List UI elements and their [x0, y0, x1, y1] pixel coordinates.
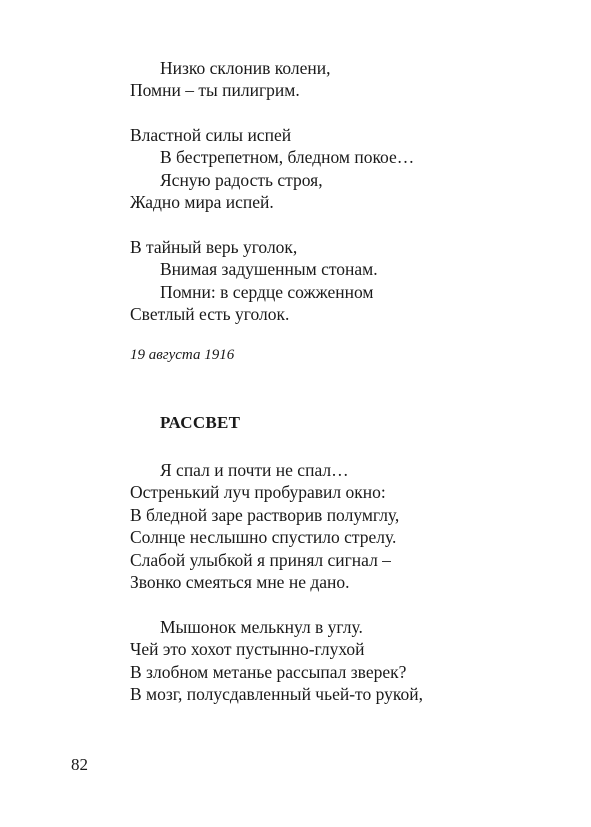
verse-line: Остренький луч пробуравил окно:	[130, 482, 386, 502]
verse-line: Слабой улыбкой я принял сигнал –	[130, 550, 391, 570]
page-number: 82	[71, 755, 88, 774]
verse-line: Низко склонив колени,	[160, 58, 331, 78]
verse-line: В мозг, полусдавленный чьей-то рукой,	[130, 684, 423, 704]
verse-line: В злобном метанье рассыпал зверек?	[130, 662, 407, 682]
verse-line: Внимая задушенным стонам.	[160, 259, 378, 279]
poem-date: 19 августа 1916	[130, 347, 235, 363]
verse-line: Мышонок мелькнул в углу.	[160, 617, 363, 637]
verse-line: Властной силы испей	[130, 125, 292, 145]
verse-line: Помни: в сердце сожженном	[160, 282, 374, 302]
verse-line: Я спал и почти не спал…	[160, 460, 349, 480]
poem-title: РАССВЕТ	[160, 413, 241, 432]
verse-line: Жадно мира испей.	[130, 192, 274, 212]
verse-line: В бледной заре растворив полумглу,	[130, 505, 400, 525]
verse-line: Помни – ты пилигрим.	[130, 80, 300, 100]
verse-line: В бестрепетном, бледном покое…	[160, 147, 415, 167]
verse-line: Чей это хохот пустынно-глухой	[130, 639, 365, 659]
verse-line: Солнце неслышно спустило стрелу.	[130, 527, 397, 547]
verse-line: Ясную радость строя,	[160, 170, 323, 190]
verse-line: В тайный верь уголок,	[130, 237, 298, 257]
verse-line: Звонко смеяться мне не дано.	[130, 572, 350, 592]
verse-line: Светлый есть уголок.	[130, 304, 290, 324]
